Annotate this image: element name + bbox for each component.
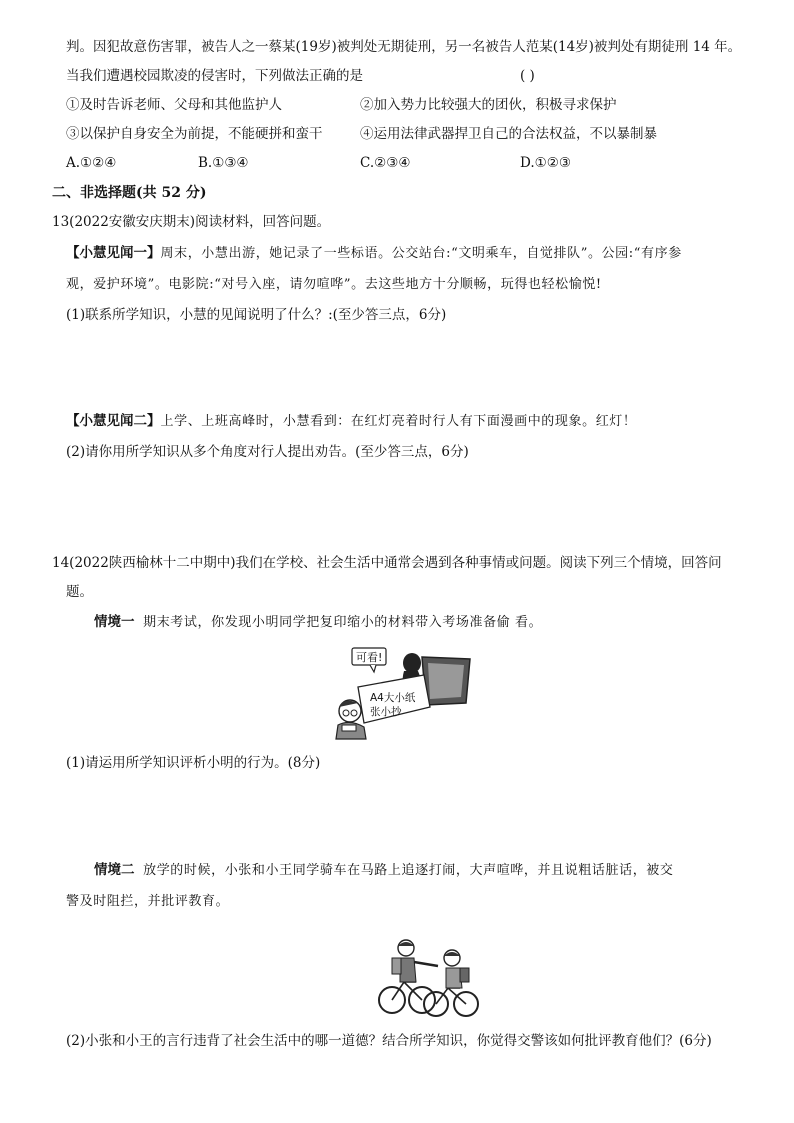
note-text-line1: A4大小纸 xyxy=(370,692,416,704)
material1-text-1: 周末，小慧出游，她记录了一些标语。公交站台:“文明乘车，自觉排队”。公园:“有序参 xyxy=(160,246,682,261)
shadow-figure-icon xyxy=(403,653,421,673)
cheating-cartoon xyxy=(330,645,475,740)
scenario1-tag: 情境一 xyxy=(94,614,135,630)
scenario2-line1 xyxy=(94,861,674,880)
section-heading: 二、非选择题(共 52 分) xyxy=(52,185,207,201)
cyclists-cartoon xyxy=(376,936,482,1018)
option-b: B.①③④ xyxy=(198,155,249,171)
answer-blank: ( ) xyxy=(520,68,535,84)
material2-tag: 【小慧见闻二】 xyxy=(66,413,161,429)
option-d: D.①②③ xyxy=(520,155,571,171)
scenario2-text-1: 放学的时候，小张和小王同学骑车在马路上追逐打闹，大声喧哗，并且说粗话脏话，被交 xyxy=(143,863,674,878)
q13-subquestion-2: (2)请你用所学知识从多个角度对行人提出劝告。(至少答三点，6分) xyxy=(66,444,469,460)
statement-1: ①及时告诉老师、父母和其他监护人 xyxy=(66,97,282,113)
q13-subquestion-1: (1)联系所学知识，小慧的见闻说明了什么？:(至少答三点，6分) xyxy=(66,307,447,323)
q13-material1-line2: 观，爱护环境”。电影院:“对号入座，请勿喧哗”。去这些地方十分顺畅，玩得也轻松愉悦! xyxy=(66,277,602,292)
material2-text: 上学、上班高峰时，小慧看到：在红灯亮着时行人有下面漫画中的现象。红灯！ xyxy=(160,414,637,429)
statement-4: ④运用法律武器捍卫自己的合法权益，不以暴制暴 xyxy=(360,126,657,142)
material1-tag: 【小慧见闻一】 xyxy=(66,245,161,261)
bubble-text: 可看! xyxy=(356,651,383,664)
q14-heading-line1: 14(2022陕西榆林十二中期中)我们在学校、社会生活中通常会遇到各种事情或问题。阅读下列三个情境，回答问 xyxy=(52,555,722,571)
q14-subquestion-1: (1)请运用所学知识评析小明的行为。(8分) xyxy=(66,755,321,771)
q14-subquestion-2: (2)小张和小王的言行违背了社会生活中的哪一道德？结合所学知识，你觉得交警该如何批评教育他们？(6分) xyxy=(66,1033,712,1049)
option-c: C.②③④ xyxy=(360,155,411,171)
q13-material1-line1 xyxy=(66,244,682,263)
option-a: A.①②④ xyxy=(66,155,117,171)
scenario2-line2: 警及时阻拦，并批评教育。 xyxy=(66,894,230,909)
q14-heading-line2: 题。 xyxy=(66,584,93,600)
scenario1 xyxy=(94,613,542,632)
q13-heading: 13(2022安徽安庆期末)阅读材料，回答问题。 xyxy=(52,214,331,230)
scenario2-tag: 情境二 xyxy=(94,862,135,878)
q12-question-stem: 当我们遭遇校园欺凌的侵害时，下列做法正确的是 xyxy=(66,68,363,84)
statement-3: ③以保护自身安全为前提，不能硬拼和蛮干 xyxy=(66,126,323,142)
note-text-line2: 张小抄 xyxy=(370,706,402,718)
q12-text-line1: 判。因犯故意伤害罪，被告人之一蔡某(19岁)被判处无期徒刑，另一名被告人范某(14岁)被判处有期徒刑 14 年。 xyxy=(66,39,742,55)
statement-2: ②加入势力比较强大的团伙，积极寻求保护 xyxy=(360,97,617,113)
q13-material2 xyxy=(66,412,637,431)
scenario1-text: 期末考试，你发现小明同学把复印缩小的材料带入考场准备偷 看。 xyxy=(143,615,543,630)
